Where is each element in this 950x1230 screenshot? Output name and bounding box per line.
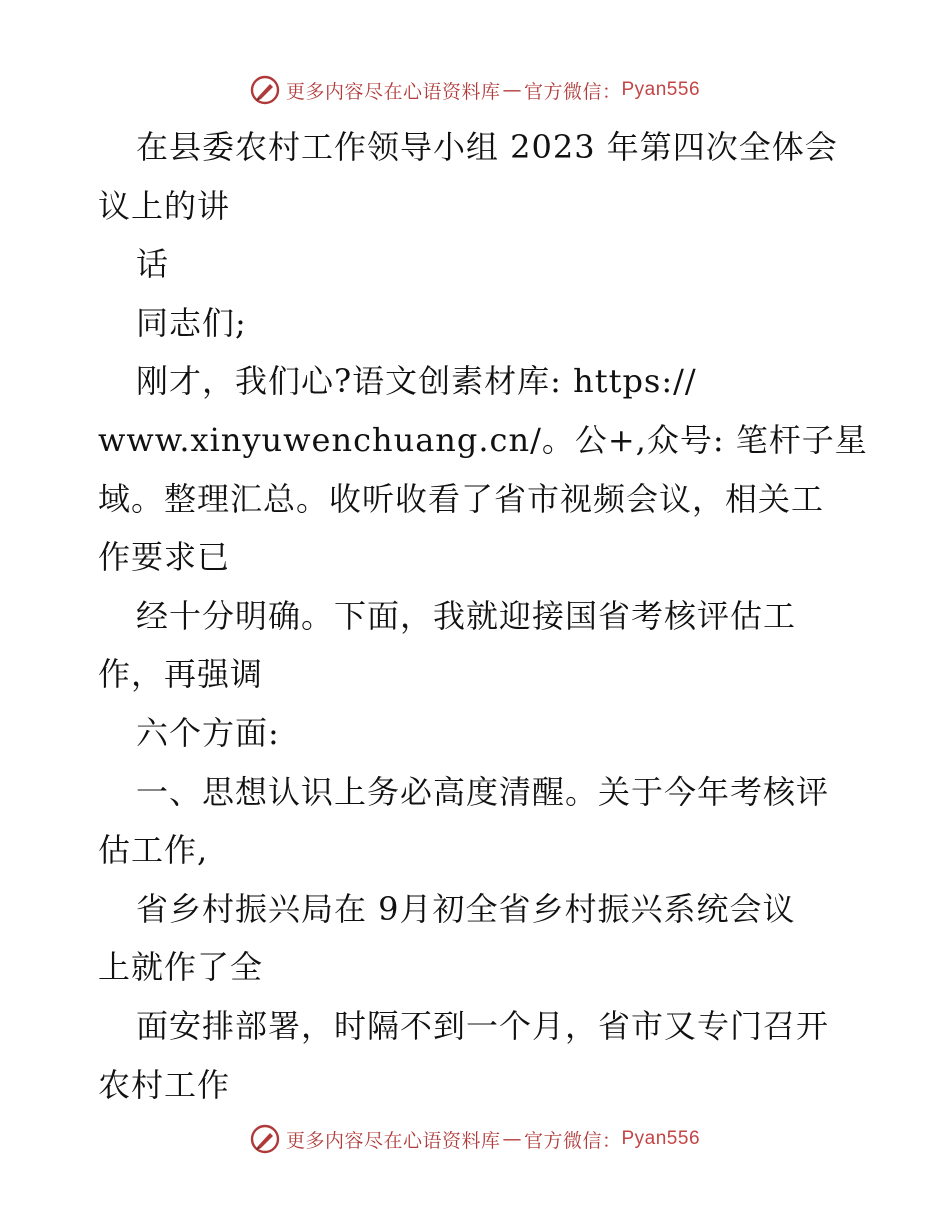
doc-line: 作，再强调 (98, 655, 264, 694)
doc-line: 同志们; (136, 303, 247, 342)
doc-line: 议上的讲 (98, 186, 231, 225)
watermark-separator: — (502, 79, 522, 101)
doc-line: 上就作了全 (98, 948, 264, 987)
doc-line: 面安排部署，时隔不到一个月，省市又专门召开 (136, 1006, 830, 1045)
watermark-wechat-label: 官方微信： (523, 80, 622, 103)
doc-line: 省乡村振兴局在 9月初全省乡村振兴系统会议 (136, 889, 796, 928)
watermark-separator: — (502, 1128, 522, 1150)
watermark-wechat-label: 官方微信： (523, 1129, 622, 1152)
doc-line: 估工作, (98, 831, 209, 870)
pen-logo-icon (250, 1124, 280, 1154)
doc-line: 在县委农村工作领导小组 2023 年第四次全体会 (136, 128, 838, 166)
doc-line: 经十分明确。下面，我就迎接国省考核评估工 (136, 596, 797, 635)
pen-logo-icon (250, 75, 280, 105)
document-body (98, 118, 868, 1114)
doc-line: 作要求已 (98, 538, 231, 577)
watermark-wechat-id: Pyan556 (621, 79, 701, 100)
doc-line: 话 (136, 245, 170, 284)
watermark-text: 更多内容尽在心语资料库 (285, 1129, 501, 1152)
doc-line: 域。整理汇总。收听收看了省市视频会议，相关工 (98, 479, 825, 518)
doc-line: 农村工作 (98, 1065, 231, 1104)
header-watermark (0, 70, 950, 110)
doc-line: 一、思想认识上务必高度清醒。关于今年考核评 (136, 772, 830, 811)
doc-line: 六个方面: (136, 713, 280, 752)
watermark-wechat-id: Pyan556 (621, 1128, 701, 1149)
doc-line: 刚才，我们心?语文创素材库: https:// (136, 362, 697, 401)
footer-watermark (0, 1119, 950, 1159)
watermark-text: 更多内容尽在心语资料库 (285, 80, 501, 103)
doc-line: www.xinyuwenchuang.cn/。公+,众号: 笔杆子星 (98, 420, 868, 459)
